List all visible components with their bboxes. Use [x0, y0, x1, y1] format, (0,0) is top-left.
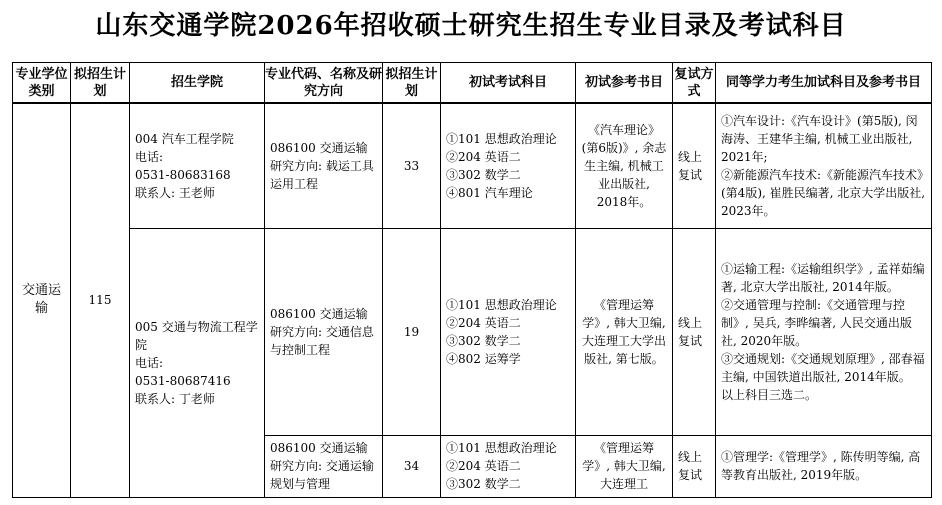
retest-cell: 线上复试	[673, 228, 716, 435]
exam-subject: ②204 英语二	[446, 149, 521, 164]
college-line: 电话:	[135, 149, 164, 164]
college-line: 0531-80687416	[135, 373, 231, 388]
header-quota: 拟招生计划	[383, 63, 441, 104]
exam-subject: ①101 思想政治理论	[446, 297, 557, 312]
extra-cell	[716, 435, 932, 497]
extra-cell	[716, 228, 932, 435]
exam-subject: ③302 数学二	[446, 333, 521, 348]
header-row	[13, 63, 932, 104]
extra-item: ①汽车设计:《汽车设计》(第5版), 闵海涛、王建华主编, 机械工业出版社, 2021年;	[721, 113, 918, 164]
header-exam: 初试考试科目	[441, 63, 576, 104]
quota-cell: 33	[383, 103, 441, 228]
college-line: 联系人: 丁老师	[135, 391, 215, 406]
header-books: 初试参考书目	[576, 63, 673, 104]
catalog-table	[12, 62, 932, 498]
category-cell: 交通运输	[13, 103, 71, 497]
exam-cell	[441, 435, 576, 497]
exam-subject: ②204 英语二	[446, 315, 521, 330]
category-quota-cell: 115	[71, 103, 130, 497]
exam-subject: ③302 数学二	[446, 167, 521, 182]
table-row	[13, 103, 932, 228]
extra-item: ③交通规划:《交通规划原理》, 邵春福主编, 中国铁道出版社, 2014年版。	[721, 351, 925, 384]
exam-subject: ④802 运筹学	[446, 351, 521, 366]
exam-subject: ①101 思想政治理论	[446, 131, 557, 146]
exam-subject: ③302 数学二	[446, 477, 521, 491]
header-college-quota: 拟招生计划	[71, 63, 130, 104]
header-extra: 同等学力考生加试科目及参考书目	[716, 63, 932, 104]
extra-item: ②交通管理与控制:《交通管理与控制》, 吴兵, 李晔编著, 人民交通出版社, 2020年版。	[721, 297, 912, 348]
books-cell: 《管理运筹学》, 韩大卫编, 大连理工大学出版社, 第七版。	[576, 228, 673, 435]
major-cell	[265, 103, 383, 228]
major-line: 研究方向: 交通运输规划与管理	[270, 459, 374, 491]
extra-item: 以上科目三选二。	[721, 387, 818, 402]
major-cell	[265, 228, 383, 435]
header-retest: 复试方式	[673, 63, 716, 104]
college-cell	[130, 103, 265, 228]
exam-subject: ④801 汽车理论	[446, 185, 533, 200]
extra-item: ①管理学:《管理学》, 陈传明等编, 高等教育出版社, 2019年版。	[721, 450, 921, 482]
college-line: 004 汽车工程学院	[135, 131, 234, 146]
header-major: 专业代码、名称及研究方向	[265, 63, 383, 104]
page-title: 山东交通学院2026年招收硕士研究生招生专业目录及考试科目	[95, 11, 847, 41]
books-cell: 《汽车理论》(第6版)》, 余志生主编, 机械工业出版社, 2018年。	[576, 103, 673, 228]
exam-subject: ①101 思想政治理论	[446, 441, 557, 455]
header-college: 招生学院	[130, 63, 265, 104]
major-line: 研究方向: 交通信息与控制工程	[270, 324, 374, 357]
extra-cell	[716, 103, 932, 228]
exam-cell	[441, 228, 576, 435]
extra-item: ②新能源汽车技术:《新能源汽车技术》(第4版), 崔胜民编著, 北京大学出版社, 2023年。	[721, 167, 926, 218]
major-line: 研究方向: 载运工具运用工程	[270, 158, 374, 191]
college-line: 005 交通与物流工程学院	[135, 319, 258, 352]
extra-item: ①运输工程:《运输组织学》, 孟祥茹编著, 北京大学出版社, 2014年版。	[721, 261, 925, 294]
college-cell	[130, 228, 265, 497]
major-line: 086100 交通运输	[270, 441, 368, 455]
college-line: 联系人: 王老师	[135, 185, 215, 200]
college-line: 电话:	[135, 355, 164, 370]
exam-subject: ②204 英语二	[446, 459, 521, 473]
major-line: 086100 交通运输	[270, 140, 368, 155]
college-line: 0531-80683168	[135, 167, 231, 182]
table-row	[13, 228, 932, 435]
quota-cell: 19	[383, 228, 441, 435]
major-cell	[265, 435, 383, 497]
retest-cell: 线上复试	[673, 435, 716, 497]
quota-cell: 34	[383, 435, 441, 497]
books-cell: 《管理运筹学》, 韩大卫编, 大连理工	[576, 435, 673, 497]
retest-cell: 线上复试	[673, 103, 716, 228]
exam-cell	[441, 103, 576, 228]
major-line: 086100 交通运输	[270, 306, 368, 321]
header-category: 专业学位类别	[13, 63, 71, 104]
